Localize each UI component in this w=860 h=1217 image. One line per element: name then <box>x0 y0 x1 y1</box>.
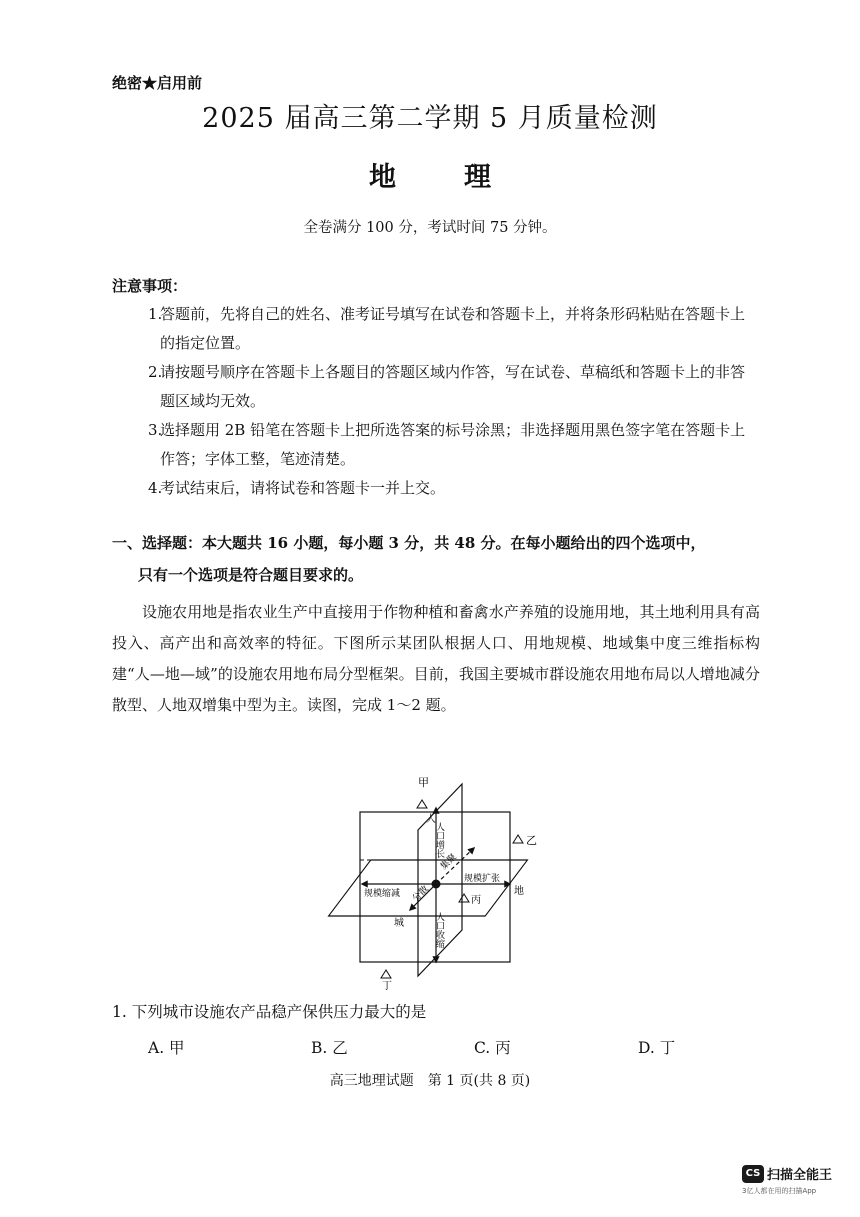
section-heading-line2: 只有一个选项是符合题目要求的。 <box>138 566 364 584</box>
notice-item-text: 选择题用 2B 铅笔在答题卡上把所选答案的标号涂黑；非选择题用黑色签字笔在答题卡上作答；字体工整，笔迹清楚。 <box>160 421 746 468</box>
notice-item-text: 考试结束后，请将试卷和答题卡一并上交。 <box>160 479 446 497</box>
scanner-watermark <box>742 1163 832 1196</box>
label-scale-expand: 规模扩张 <box>464 874 501 884</box>
label-yi: 乙 <box>526 834 537 847</box>
label-scale-shrink: 规模缩减 <box>364 889 401 899</box>
exam-info: 全卷满分 100 分，考试时间 75 分钟。 <box>303 220 557 236</box>
triangle-ding <box>381 970 391 978</box>
subject-char-2: 理 <box>464 162 491 193</box>
notice-item <box>148 416 758 474</box>
question-1-stem: 1. 下列城市设施农产品稳产保供压力最大的是 <box>112 1003 427 1021</box>
option-c: C. 丙 <box>474 1039 511 1057</box>
triangle-bing <box>459 894 469 902</box>
reading-passage <box>112 597 760 721</box>
subject-char-1: 地 <box>369 162 396 193</box>
label-ding: 丁 <box>382 981 392 990</box>
notice-item-number: 3. <box>148 421 163 439</box>
notice-item-number: 1. <box>148 305 163 323</box>
label-jia: 甲 <box>418 776 429 789</box>
section-heading <box>112 527 760 591</box>
notice-item-number: 2. <box>148 363 163 381</box>
passage-text: 设施农用地是指农业生产中直接用于作物种植和畜禽水产养殖的设施用地，其土地利用具有高投入、高产出和高效率的特征。下图所示某团队根据人口、用地规模、地域集中度三维指标构建“人—地—域”的设施农用地布局分型框架。目前，我国主要城市群设施农用地布局以人增地减分散型、人地双增集中型为主。读图，完成 1～2 题。 <box>112 603 760 714</box>
notice-item <box>148 474 758 503</box>
label-concentrate: 集聚 <box>439 852 459 873</box>
section-heading-line1: 一、选择题：本大题共 16 小题，每小题 3 分，共 48 分。在每小题给出的四个选项中， <box>112 534 706 552</box>
page-footer: 高三地理试题 第 1 页(共 8 页) <box>329 1073 531 1089</box>
notice-item-text: 答题前，先将自己的姓名、准考证号填写在试卷和答题卡上，并将条形码粘贴在答题卡上的指定位置。 <box>160 305 746 352</box>
notice-item <box>148 358 758 416</box>
label-pop-shrink: 人口收缩 <box>434 912 444 948</box>
notice-item-number: 4. <box>148 479 163 497</box>
label-ren: 人 <box>426 814 436 825</box>
notice-list <box>148 300 758 503</box>
subject-title <box>0 155 860 194</box>
label-disperse: 分散 <box>411 884 431 905</box>
option-d: D. 丁 <box>638 1039 676 1057</box>
label-bing: 丙 <box>471 895 481 906</box>
scanner-tagline: 3亿人都在用的扫描App <box>742 1187 817 1195</box>
origin-point <box>432 880 441 889</box>
option-a: A. 甲 <box>148 1039 185 1057</box>
triangle-yi <box>513 835 523 843</box>
scanner-app-name: 扫描全能王 <box>767 1168 833 1183</box>
notice-item-text: 请按题号顺序在答题卡上各题目的答题区域内作答，写在试卷、草稿纸和答题卡上的非答题区域均无效。 <box>160 363 746 410</box>
layout-framework-diagram <box>318 770 538 990</box>
exam-title: 2025 届高三第二学期 5 月质量检测 <box>202 103 658 134</box>
option-b: B. 乙 <box>311 1039 348 1057</box>
label-yu: 城 <box>394 918 404 929</box>
horizontal-plane <box>329 860 528 916</box>
label-pop-growth: 人口增长 <box>434 822 444 858</box>
notice-item <box>148 300 758 358</box>
scanner-logo-icon: CS <box>742 1165 764 1183</box>
label-di: 地 <box>514 886 524 897</box>
confidential-label: 绝密★启用前 <box>112 74 203 92</box>
notice-heading: 注意事项： <box>112 277 188 295</box>
triangle-jia <box>417 800 427 808</box>
